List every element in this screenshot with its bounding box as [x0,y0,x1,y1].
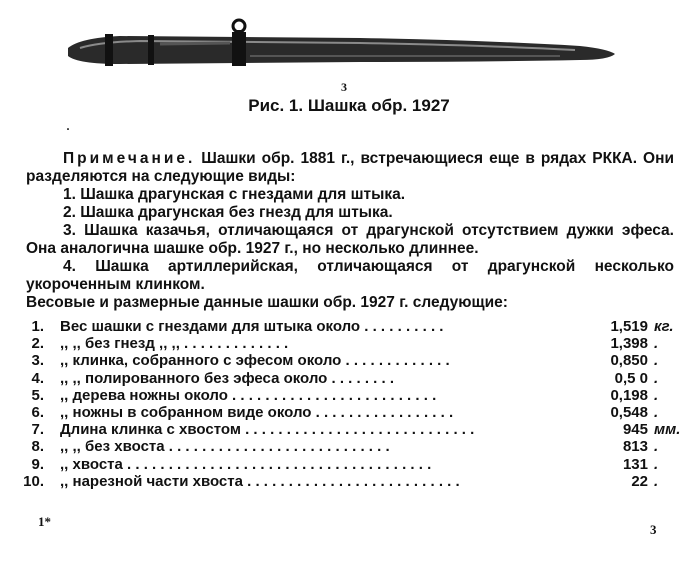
row-number: 7. [31,421,44,439]
footer-left-mark: 1* [38,514,51,529]
row-label: ,, дерева ножны около . . . . . . . . . . . . . . . . . . . . . . . . . [60,386,437,404]
note-heading: Примечание. [63,150,196,167]
note-section [26,150,674,312]
row-number: 4. [31,369,44,387]
row-number: 9. [31,455,44,473]
table-row [22,421,681,439]
stray-mark: · [66,122,71,136]
note-item-2: 2. Шашка драгунская без гнезд для штыка. [63,204,393,221]
row-value: 22 [631,472,648,490]
row-unit: кг. [654,318,674,335]
note-intro [26,150,674,186]
row-value: 813 [622,438,648,456]
note-intro-text: Шашки обр. 1881 г., встречающиеся еще в рядах РККА. Они разделяются на следующие виды: [26,150,674,185]
row-label: ,, хвоста . . . . . . . . . . . . . . . . . . . . . . . . . . . . . . . . . . . . . [60,455,432,473]
row-label: Длина клинка с хвостом . . . . . . . . . . . . . . . . . . . . . . . . . . . . [60,421,475,439]
row-value: 1,519 [610,318,648,335]
row-value: 0,5 0 [614,369,648,387]
weights-table [22,318,681,490]
row-value: 131 [622,455,648,473]
table-row [22,456,674,473]
row-number: 10. [23,472,44,490]
row-unit: . [654,438,659,456]
table-row [22,387,674,404]
note-item-1: 1. Шашка драгунская с гнездами для штыка. [63,186,406,203]
row-number: 3. [31,352,44,370]
row-label: ,, ножны в собранном виде около . . . . . . . . . . . . . . . . . [60,403,454,421]
footer-right-mark: 3 [650,522,657,537]
figure-caption: Рис. 1. Шашка обр. 1927 [248,96,450,115]
sabre-illustration [60,18,620,78]
row-label: ,, ,, без гнезд ,, ,, . . . . . . . . . . . . . [60,335,289,353]
row-label: Вес шашки с гнездами для штыка около . . . . . . . . . . [60,318,444,335]
note-item-4: 4. Шашка артиллерийская, отличающаяся от драгунской несколько укороченным клинком. [26,258,674,293]
row-value: 0,850 [610,352,648,370]
row-label: ,, нарезной части хвоста . . . . . . . . . . . . . . . . . . . . . . . . . . [60,472,460,490]
row-number: 5. [31,386,44,404]
row-number: 8. [31,438,44,456]
weights-intro: Весовые и размерные данные шашки обр. 1927 г. следующие: [26,294,508,311]
row-unit: . [654,403,659,421]
table-row [22,335,674,352]
row-value: 945 [622,421,648,439]
page-mark-top: 3 [341,80,347,94]
table-row [22,352,674,369]
table-row [22,438,674,455]
row-label: ,, клинка, собранного с эфесом около . . . . . . . . . . . . . [60,352,450,370]
row-value: 0,198 [610,386,648,404]
table-row [22,473,674,490]
row-number: 6. [31,403,44,421]
row-unit: . [654,335,659,353]
table-row [22,318,674,335]
row-unit: . [654,455,659,473]
row-number: 2. [31,335,44,353]
row-label: ,, ,, без хвоста . . . . . . . . . . . . . . . . . . . . . . . . . . . [60,438,390,456]
note-item-3: 3. Шашка казачья, отличающаяся от драгунской отсутствием дужки эфеса. Она аналогична шашке обр. 1927 г., но несколько длиннее. [26,222,674,257]
table-row [22,370,674,387]
row-value: 1,398 [610,335,648,353]
row-unit: . [654,369,659,387]
row-unit: мм. [654,421,681,439]
row-value: 0,548 [610,403,648,421]
table-row [22,404,674,421]
row-number: 1. [31,318,44,335]
row-unit: . [654,472,659,490]
row-unit: . [654,352,659,370]
row-unit: . [654,386,659,404]
row-label: ,, ,, полированного без эфеса около . . . . . . . . [60,369,395,387]
